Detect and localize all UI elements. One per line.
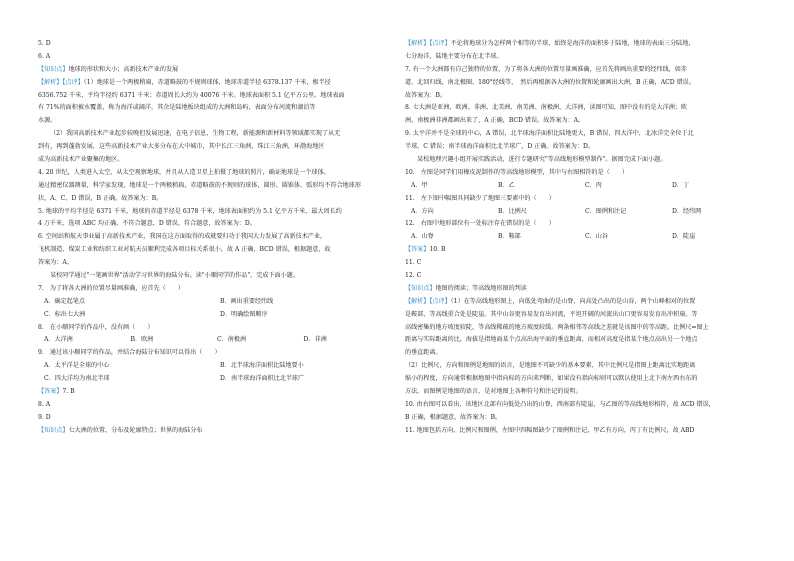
- explanation-line: 是鞍部，等高线重合处是陡崖。其中山谷更容易发育出河流，平坦开阔的河流出山口更容易发育出冲积扇。等: [405, 310, 698, 318]
- answer-tag: 【答案】: [38, 388, 63, 396]
- explanation-line: [405, 38, 759, 51]
- option-a: A．大洋洲: [44, 336, 73, 344]
- explanation-line: 高线密集的地方坡度较陡，等高线稀疏的地方坡度较缓。两条相邻等高线之差就是该图中的等高距。比例尺=图上: [405, 323, 709, 331]
- option-d: D．南半球海洋面积比北半球广: [220, 375, 305, 383]
- explanation-line: 缩小的程度，方向通常根据地图中指向标的方向来判断，如果没有指向标则可以默认使用上北下南左西右东的: [405, 375, 698, 383]
- answer-line: 6. A: [38, 52, 51, 60]
- question-10: 10. 左图是同学们用橡皮泥制作的等高线地形模型，其中与右图相符的是（ ）: [405, 168, 628, 176]
- comment-tag: 【点评】: [62, 78, 84, 86]
- option-d: D．非洲: [303, 336, 327, 344]
- knowledge-point: [405, 283, 759, 296]
- answer-line: [38, 386, 390, 399]
- explanation-line: 半球，C 错误；南半球海洋面积比北半球广，D 正确。故答案为：D。: [405, 143, 594, 151]
- option-a: A．太平洋是全球的中心: [44, 362, 110, 370]
- right-column: [405, 38, 759, 438]
- question-intro: 某校同学通过"一笔画世界"活动学习世界的海陆分布。读"小顺同学的作品"，完成下面小题。: [50, 272, 299, 280]
- option-d: D．明确绘图顺序: [220, 310, 268, 318]
- answer-value: 7. B: [62, 388, 75, 396]
- question-8: 8. 在小顺同学的作品中，没有画（ ）: [38, 323, 154, 331]
- knowledge-point-text: 地图的阅读；等高线地形图的判读: [435, 284, 527, 292]
- explanation-line: 道、北回归线、南北极圈、180°经线等， 然后再根据各大洲的位置和轮廓画出大洲，B 正确，ACD 错误。: [405, 78, 695, 86]
- option-a: A．确定起笔点: [44, 297, 85, 305]
- answer-line: 5. D: [38, 40, 51, 47]
- option-b: B．北半球海洋面积比陆地要小: [220, 362, 304, 370]
- comment-tag: 【点评】: [429, 297, 451, 305]
- option-b: B．鞍部: [498, 233, 521, 241]
- explanation-line: 6. 空间站和航天事业属于高新技术产业，我国在这方面取得的成就要归功于我国大力发展了高新技术产业，: [38, 233, 327, 241]
- question-intro: 某校地理兴趣小组开展实践活动，进行专题研究"等高线地形模型制作"。据图完成下面小题。: [417, 156, 667, 164]
- explanation-line: 10. 由右图可以看出，该地区北部有向低处凸出的山脊，西南部有陡崖，与乙图的等高线地形相符，故 ACD 错误，: [405, 400, 715, 408]
- explanation-text: 不论将地球分为怎样两个相等的半球，始终是海洋的面积多于陆地，地球的表面三分陆地，: [450, 40, 695, 47]
- question-11-options: [405, 206, 759, 219]
- explanation-line: 故答案为：B。: [405, 91, 447, 99]
- option-d: D．陡崖: [672, 233, 696, 241]
- option-c: C．标出七大洲: [44, 310, 86, 318]
- question-8-options: [38, 334, 390, 347]
- explanation-line: 方法，而图例是地图的语言，是对地图上各种符号和注记的说明。: [405, 388, 582, 396]
- answer-line: 9. D: [38, 413, 51, 421]
- option-d: D．丁: [672, 181, 690, 189]
- explanation-line: （2）我国高新技术产业起步较晚但发展迅速，在电子信息，生物工程，新能源和新材料等领域都实现了从无: [50, 130, 341, 138]
- knowledge-point-tag: 【知识点】: [405, 284, 436, 292]
- knowledge-point-text: 七大洲的位置、分布及轮廓特点；世界的海陆分布: [68, 426, 203, 434]
- explanation-line: 通过精密仪器测量，科学家发现，地球是一个两极稍扁，赤道略鼓的不规则的球体，圆形、圆锥体、弧形均不符合地球形: [38, 181, 361, 189]
- question-9-options-row1: [38, 360, 390, 373]
- explanation-line: [38, 77, 390, 90]
- option-c: C．山谷: [585, 233, 608, 241]
- option-b: B．比例尺: [498, 207, 527, 215]
- left-column: [38, 38, 390, 438]
- analysis-tag: 【解析】: [405, 297, 430, 305]
- option-b: B．画出重要经纬线: [220, 297, 274, 305]
- explanation-line: （2）比例尺，方向和图例是地图的语言，是地图不可缺少的基本要素，其中比例尺是指图上距离比实地距离: [405, 362, 696, 370]
- knowledge-point-tag: 【知识点】: [38, 426, 69, 434]
- knowledge-point-tag: 【知识点】: [38, 65, 69, 73]
- question-9: 9. 通过该小顺同学的作品，并结合海陆分布知识可以得出（ ）: [38, 349, 221, 357]
- question-7-options-row2: [38, 309, 390, 322]
- explanation-line: 水源。: [38, 117, 57, 125]
- explanation-line: B 正确，根据题意，故答案为：B。: [405, 413, 502, 421]
- explanation-line: 8. 七大洲是亚洲、欧洲、非洲、北美洲、南美洲、南极洲、大洋洲，读图可知，图中没有的是大洋洲；欧: [405, 104, 687, 112]
- explanation-line: 4 万千米，选项 ABC 均正确，不符合题意，D 错误，符合题意，故答案为：D。: [38, 220, 256, 228]
- answer-tag: 【答案】: [405, 246, 430, 254]
- explanation-text: （1）地球是一个两极稍扁，赤道略鼓的不规则球体，地球赤道半径 6378.137 千米，极半径: [83, 78, 331, 86]
- explanation-line: 9. 太平洋并不是全球的中心，A 错误，北半球海洋面积比陆地更大，B 错误，四大洋中，北冰洋完全位于北: [405, 130, 694, 138]
- option-b: B．乙: [498, 181, 515, 189]
- option-c: C．丙: [585, 181, 602, 189]
- explanation-line: 距离与实际距离的比，海拔是指地面某个点高出海平面的垂直距离，而相对高度是指某个地点高出另一个地点: [405, 336, 698, 344]
- question-7: 7. 为了将各大洲的位置尽量画准确，应首先（ ）: [38, 284, 184, 292]
- explanation-line: 4. 20 世纪，人类进入太空，从太空观察地球，并且从人造卫星上拍摄了地球的照片，确证地球是一个球体。: [38, 168, 330, 176]
- analysis-tag: 【解析】: [38, 78, 63, 86]
- explanation-line: 的垂直距离。: [405, 349, 442, 357]
- answer-line: 12. C: [405, 272, 422, 280]
- comment-tag: 【点评】: [429, 40, 451, 47]
- explanation-line: 成为高新技术产业聚集的地区。: [38, 156, 124, 164]
- answer-value: 10. B: [429, 246, 446, 254]
- option-d: D．经纬网: [672, 207, 702, 215]
- answer-line: 11. C: [405, 259, 422, 267]
- option-c: C．南极洲: [217, 336, 247, 344]
- question-12-options: [405, 231, 759, 244]
- explanation-line: 7. 有一个大洲都有自己独特的位置，为了将各大洲的位置尽量画准确，应首先将画出重要的经纬线，如赤: [405, 65, 687, 73]
- option-b: B．欧洲: [130, 336, 154, 344]
- explanation-line: [405, 296, 759, 309]
- question-9-options-row2: [38, 373, 390, 386]
- explanation-line: 11. 地图包括方向、比例尺和图例，左图中四幅图缺少了图例和注记，甲乙有方向，丙丁有比例尺，故 ABD: [405, 426, 695, 434]
- question-12: 12. 右图中地形部位有一处标注存在错误的是（ ）: [405, 220, 555, 228]
- answer-line: [405, 244, 759, 257]
- explanation-line: 5. 地球的平均半径是 6371 千米，地球的赤道半径是 6378 千米，地球表面积约为 5.1 亿平方千米，最大周长约: [38, 207, 342, 215]
- knowledge-point: [38, 64, 390, 77]
- explanation-line: 有 71%的面积被水覆盖，称为海洋或阔洋，其余是陆地板块组成的大洲和岛屿，表面分布河流和湖泊等: [38, 104, 316, 112]
- question-11: 11. 左下图中幅图具同缺少了地图三要素中的（ ）: [405, 194, 555, 202]
- answer-line: 8. A: [38, 400, 51, 408]
- knowledge-point-text: 地球的形状和大小；高新技术产业的发展: [68, 65, 179, 73]
- option-a: A．山脊: [411, 233, 434, 241]
- explanation-line: 洲、南极洲非洲都画出来了，A 正确，BCD 错误。故答案为：A。: [405, 117, 585, 125]
- explanation-line: 答案为：A。: [38, 259, 73, 267]
- explanation-text: （1）在等高线地形图上，向低处弯曲的是山脊，向高处凸出的是山谷，两个山峰相对的位置: [450, 297, 696, 305]
- explanation-line: 状，A、C、D 错误，B 正确。故答案为：B。: [38, 194, 163, 202]
- question-7-options-row1: [38, 296, 390, 309]
- explanation-line: 6356.752 千米，平均半径约 6371 千米；赤道周长大约为 40076 千米。地球表面积 5.1 亿平方公里。地球表面: [38, 91, 345, 99]
- knowledge-point: [38, 425, 390, 438]
- analysis-tag: 【解析】: [405, 40, 430, 47]
- question-10-options: [405, 180, 759, 193]
- option-c: C．图例和注记: [585, 207, 627, 215]
- option-a: A．方向: [411, 207, 434, 215]
- option-c: C．四大洋均为南北半球: [44, 375, 110, 383]
- explanation-line: 七分海洋，陆地主要分布在北半球。: [405, 52, 503, 60]
- option-a: A．甲: [411, 181, 428, 189]
- explanation-line: 到有，再到蓬勃发展，这些高新技术产业大多分布在大中城市，其中长江三角洲，珠江三角洲，环渤海地区: [38, 143, 325, 151]
- explanation-line: 飞机制造、煤炭工业和纺织工业对航天员顺利完成各项目标关系很小，故 A 正确，BCD 错误，根据题意，故: [38, 246, 331, 254]
